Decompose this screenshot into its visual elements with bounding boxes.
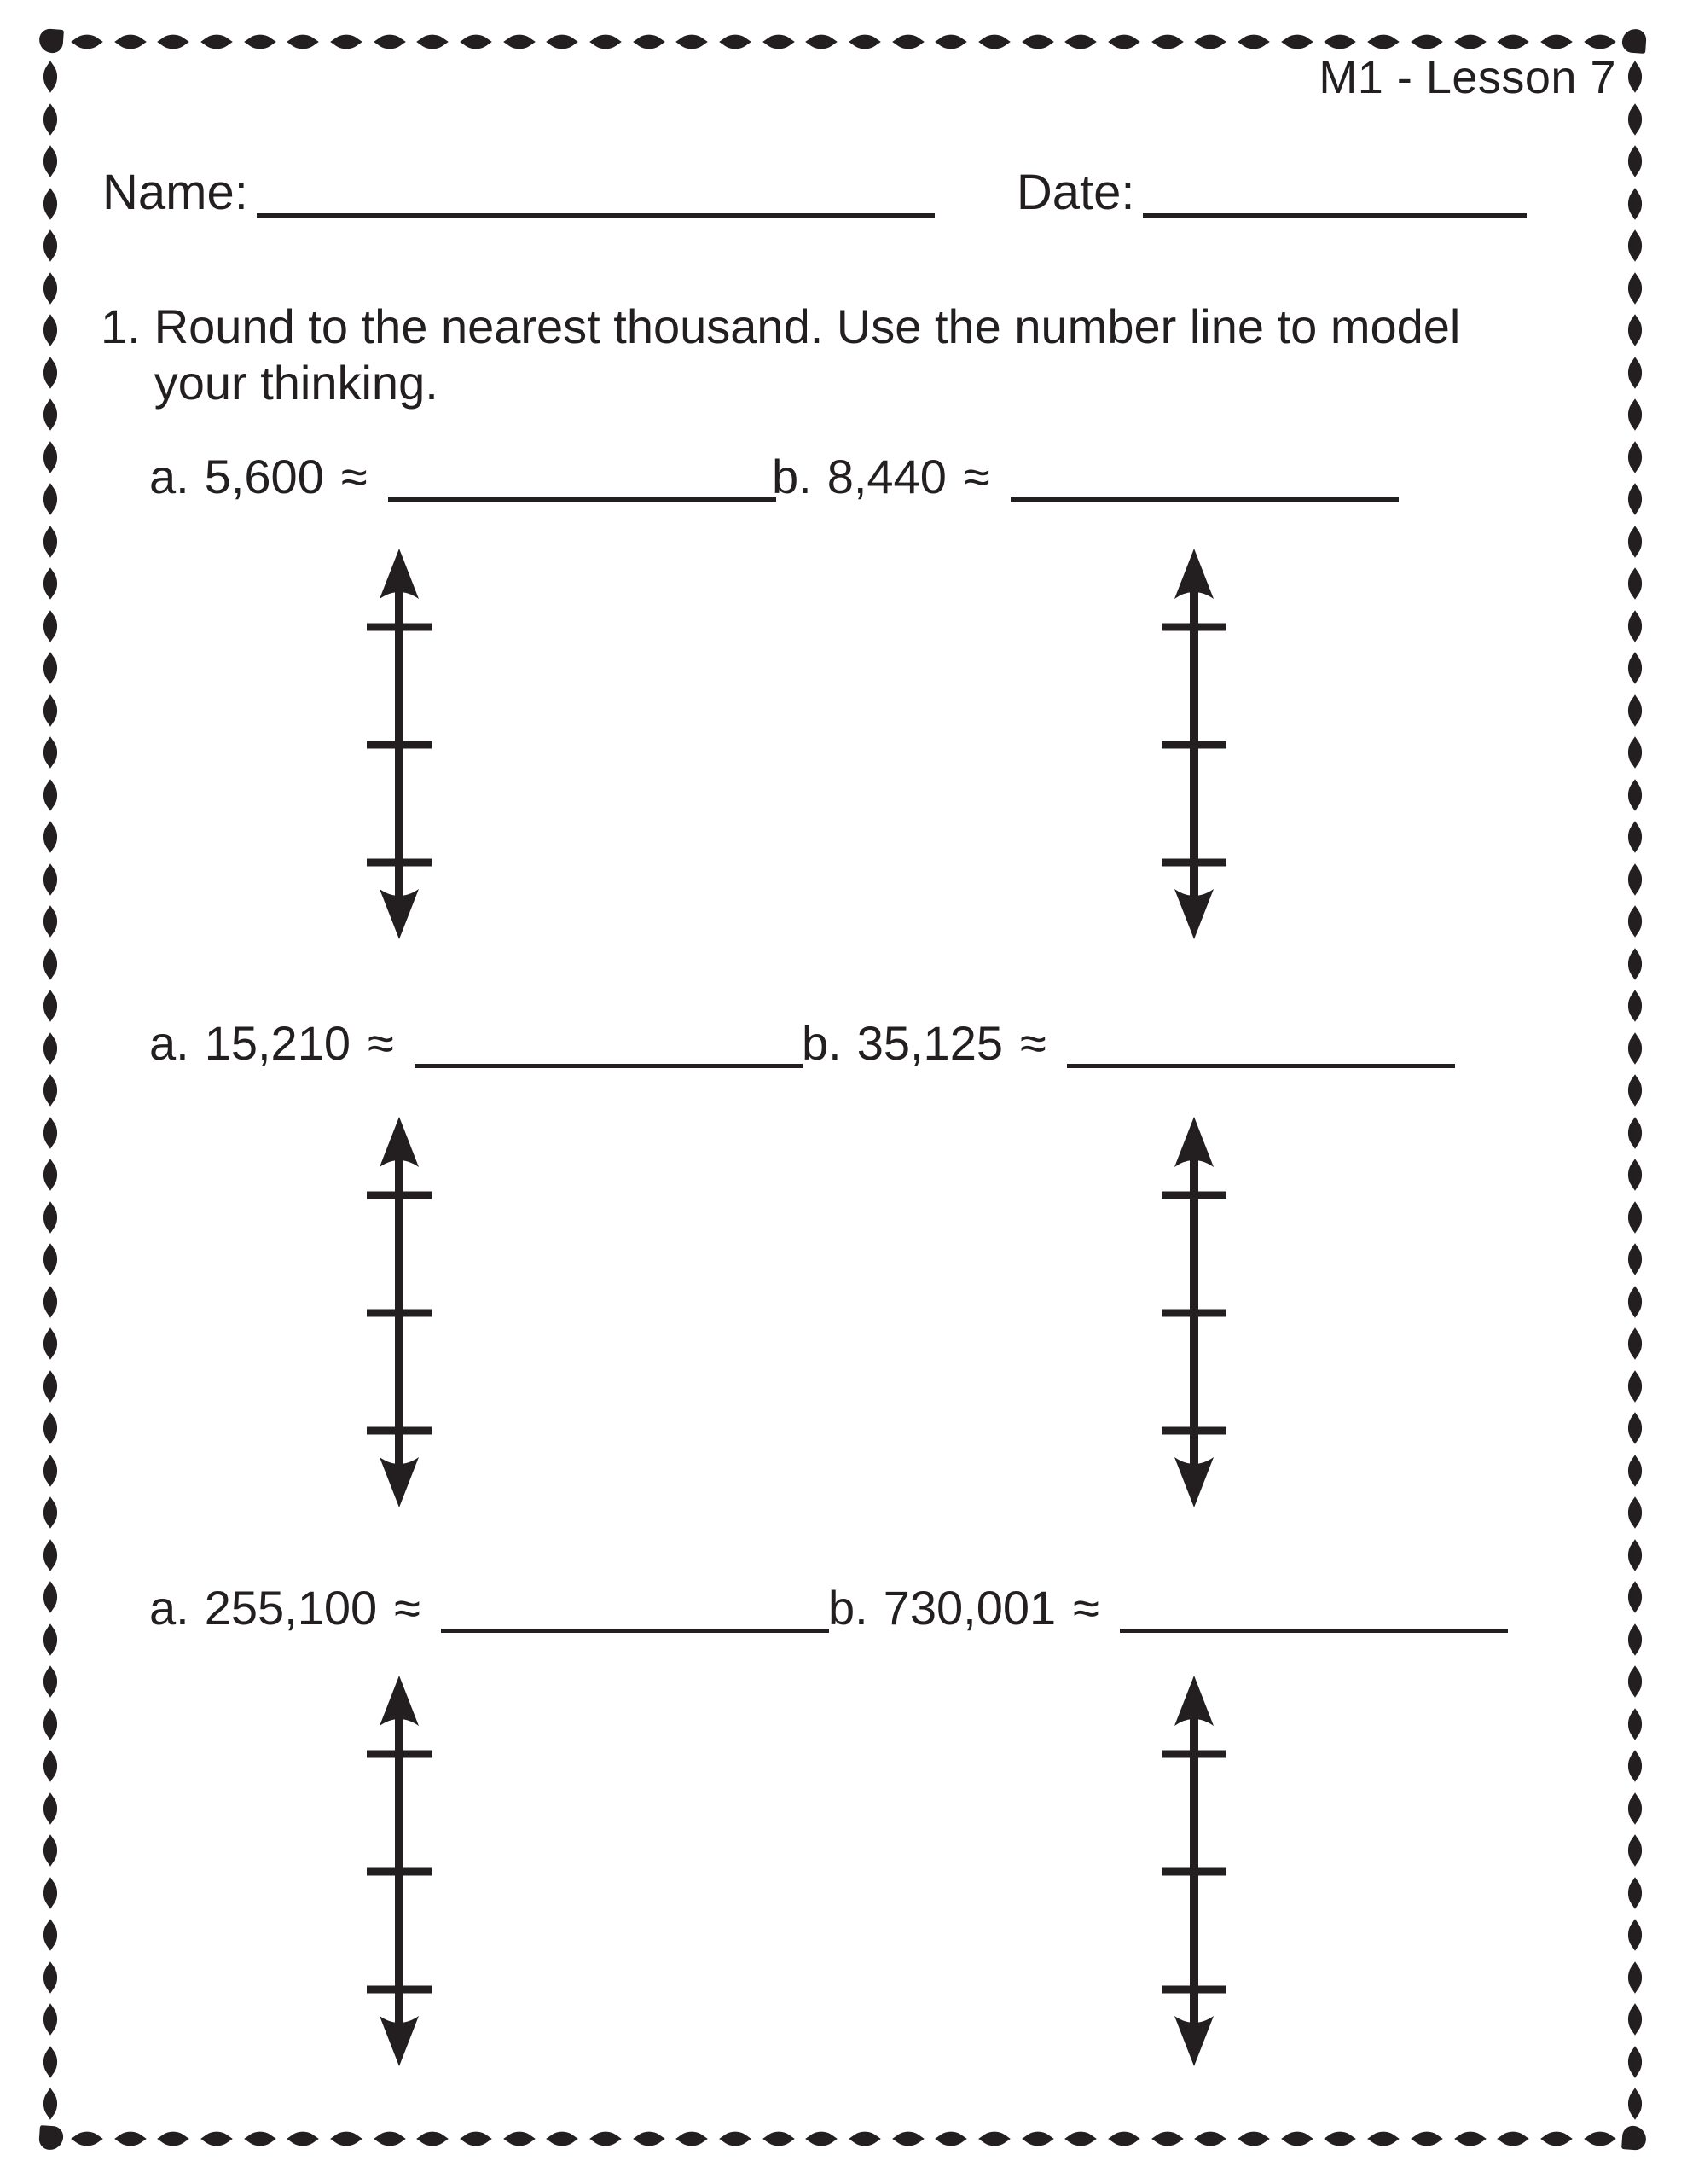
border-gem-icon [1281,2128,1313,2150]
approx-symbol: ≈ [1019,1016,1046,1070]
border-gem-icon [1624,314,1645,346]
border-gem-icon [39,1665,61,1698]
border-gem-icon [1624,1243,1645,1275]
border-gem-icon [1624,441,1645,473]
border-gem-icon [39,990,61,1022]
border-gem-icon [1624,736,1645,769]
border-gem-icon [39,779,61,811]
border-gem-icon [1624,357,1645,389]
border-gem-icon [39,483,61,515]
border-gem-icon [1022,2128,1054,2150]
border-gem-icon [39,1919,61,1951]
border-gem-icon [287,31,320,53]
border-gem-icon [1624,2046,1645,2078]
border-gem-icon [1584,31,1616,53]
problem-value: 35,125 [856,1016,1003,1070]
border-gem-icon [762,31,795,53]
border-gem-icon [39,652,61,684]
border-gem-icon [114,2128,147,2150]
border-gem-icon [1624,272,1645,305]
border-gem-icon [547,31,579,53]
border-gem-icon [1624,2088,1645,2120]
problem-value: 255,100 [204,1581,378,1635]
answer-blank-line[interactable] [1120,1629,1508,1633]
border-gem-icon [1624,694,1645,727]
border-top [75,29,1612,55]
problem-a-15210 [149,1015,803,1071]
border-gem-icon [39,61,61,93]
border-gem-icon [1624,61,1645,93]
border-gem-icon [1325,2128,1357,2150]
border-gem-icon [1624,229,1645,262]
border-gem-icon [1624,948,1645,980]
question-1 [101,299,1460,411]
problem-value: 5,600 [204,450,324,503]
border-gem-icon [39,1496,61,1529]
border-gem-icon [1624,188,1645,220]
number-line [361,1116,438,1508]
border-gem-icon [1411,31,1443,53]
border-gem-icon [1624,1877,1645,1909]
border-gem-icon [1624,1792,1645,1825]
border-gem-icon [39,1412,61,1444]
border-gem-icon [1624,1539,1645,1571]
border-gem-icon [39,1074,61,1107]
border-gem-icon [374,2128,406,2150]
border-gem-icon [39,145,61,177]
border-gem-icon [849,2128,881,2150]
border-gem-icon [1624,1201,1645,1234]
border-gem-icon [287,2128,320,2150]
border-gem-icon [39,736,61,769]
border-gem-icon [39,694,61,727]
number-line [1156,1116,1232,1508]
border-left [38,65,63,2116]
name-date-row [102,164,1527,221]
answer-blank-line[interactable] [415,1064,803,1068]
border-gem-icon [1624,567,1645,600]
approx-symbol: ≈ [1073,1581,1099,1635]
border-gem-icon [978,31,1011,53]
border-gem-icon [1022,31,1054,53]
border-gem-icon [633,2128,665,2150]
border-gem-icon [158,2128,190,2150]
border-gem-icon [1624,483,1645,515]
border-gem-icon [1540,31,1573,53]
answer-blank-line[interactable] [1067,1064,1455,1068]
border-gem-icon [936,2128,968,2150]
number-line [361,548,438,940]
border-gem-icon [676,31,709,53]
problem-prefix: a. [149,1016,189,1070]
border-corner-icon [38,28,64,54]
border-gem-icon [158,31,190,53]
border-gem-icon [1624,779,1645,811]
border-gem-icon [39,272,61,305]
border-gem-icon [460,2128,492,2150]
border-gem-icon [1624,1623,1645,1656]
border-gem-icon [39,1708,61,1740]
border-gem-icon [1497,2128,1529,2150]
border-gem-icon [936,31,968,53]
question-number: 1. [101,299,141,353]
problem-prefix: a. [149,1581,189,1635]
border-gem-icon [1151,2128,1184,2150]
border-gem-icon [1624,1665,1645,1698]
border-gem-icon [1540,2128,1573,2150]
border-gem-icon [114,31,147,53]
border-gem-icon [39,610,61,642]
border-gem-icon [1367,31,1400,53]
border-gem-icon [1624,1412,1645,1444]
border-gem-icon [1624,1370,1645,1403]
border-gem-icon [589,31,622,53]
border-gem-icon [39,229,61,262]
border-gem-icon [762,2128,795,2150]
border-gem-icon [39,1327,61,1360]
border-gem-icon [417,31,449,53]
border-gem-icon [39,567,61,600]
border-gem-icon [39,526,61,558]
border-bottom [75,2126,1612,2152]
border-gem-icon [39,1961,61,1994]
question-text-line2: your thinking. [154,356,438,410]
border-gem-icon [39,441,61,473]
border-gem-icon [39,188,61,220]
border-gem-icon [503,2128,536,2150]
border-gem-icon [806,2128,838,2150]
date-blank-line[interactable] [1143,213,1527,218]
border-gem-icon [1584,2128,1616,2150]
border-gem-icon [39,357,61,389]
border-gem-icon [39,948,61,980]
border-gem-icon [39,1201,61,1234]
border-gem-icon [1281,31,1313,53]
number-line [1156,548,1232,940]
border-gem-icon [244,2128,276,2150]
border-right [1622,65,1648,2116]
border-gem-icon [1624,1286,1645,1318]
border-gem-icon [1624,1750,1645,1782]
page-title: M1 - Lesson 7 [1319,52,1616,103]
border-gem-icon [719,2128,751,2150]
border-gem-icon [200,2128,233,2150]
border-gem-icon [1497,31,1529,53]
border-gem-icon [39,1117,61,1149]
border-gem-icon [330,31,362,53]
border-gem-icon [39,1792,61,1825]
approx-symbol: ≈ [394,1581,420,1635]
border-gem-icon [1624,2003,1645,2036]
border-gem-icon [633,31,665,53]
border-gem-icon [330,2128,362,2150]
question-text [154,299,1461,411]
border-gem-icon [39,1370,61,1403]
border-gem-icon [1108,31,1140,53]
border-gem-icon [39,2046,61,2078]
question-text-line1: Round to the nearest thousand. Use the number line to model [154,299,1461,353]
border-gem-icon [503,31,536,53]
border-gem-icon [39,1834,61,1867]
border-gem-icon [71,31,103,53]
date-label: Date: [1016,165,1135,220]
border-gem-icon [1411,2128,1443,2150]
border-gem-icon [1065,2128,1098,2150]
problem-value: 730,001 [883,1581,1057,1635]
border-gem-icon [1454,31,1487,53]
border-gem-icon [1624,1117,1645,1149]
border-corner-icon [1621,28,1647,54]
border-corner-icon [38,2125,64,2151]
border-gem-icon [39,1159,61,1191]
border-gem-icon [39,1750,61,1782]
border-gem-icon [460,31,492,53]
border-gem-icon [39,1243,61,1275]
border-gem-icon [1624,1581,1645,1613]
problem-prefix: b. [828,1581,868,1635]
border-gem-icon [547,2128,579,2150]
border-gem-icon [39,1623,61,1656]
border-gem-icon [1624,1496,1645,1529]
border-gem-icon [1624,652,1645,684]
border-gem-icon [1454,2128,1487,2150]
border-gem-icon [1624,103,1645,136]
border-gem-icon [39,1581,61,1613]
answer-blank-line[interactable] [1011,497,1399,502]
approx-symbol: ≈ [340,450,368,503]
border-gem-icon [1624,1708,1645,1740]
problem-a-255100 [149,1580,829,1635]
problem-a-5600 [149,449,776,504]
border-gem-icon [1624,863,1645,896]
border-gem-icon [1367,2128,1400,2150]
border-gem-icon [1624,821,1645,853]
problem-b-35125 [802,1015,1455,1071]
border-gem-icon [417,2128,449,2150]
approx-symbol: ≈ [963,450,990,503]
border-gem-icon [1624,145,1645,177]
name-blank-line[interactable] [257,213,935,218]
problem-prefix: a. [149,450,189,503]
border-gem-icon [1624,1919,1645,1951]
border-gem-icon [1238,31,1270,53]
border-gem-icon [244,31,276,53]
problem-value: 15,210 [204,1016,351,1070]
border-gem-icon [39,1286,61,1318]
problem-value: 8,440 [826,450,947,503]
border-gem-icon [200,31,233,53]
border-gem-icon [1624,526,1645,558]
border-gem-icon [892,31,925,53]
border-gem-icon [39,863,61,896]
border-gem-icon [374,31,406,53]
border-gem-icon [1151,31,1184,53]
border-gem-icon [1624,1961,1645,1994]
border-gem-icon [676,2128,709,2150]
border-gem-icon [39,1877,61,1909]
number-line [1156,1675,1232,2067]
number-line [361,1675,438,2067]
border-gem-icon [1108,2128,1140,2150]
answer-blank-line[interactable] [388,497,776,502]
border-gem-icon [1624,905,1645,938]
answer-blank-line[interactable] [441,1629,829,1633]
border-gem-icon [39,398,61,431]
border-gem-icon [39,1032,61,1065]
border-gem-icon [1624,1032,1645,1065]
problem-prefix: b. [772,450,812,503]
border-corner-icon [1621,2125,1647,2151]
border-gem-icon [1195,2128,1227,2150]
problem-prefix: b. [802,1016,842,1070]
border-gem-icon [1624,1159,1645,1191]
problem-b-8440 [772,449,1399,504]
border-gem-icon [589,2128,622,2150]
border-gem-icon [1065,31,1098,53]
border-gem-icon [1624,1074,1645,1107]
border-gem-icon [39,2003,61,2036]
border-gem-icon [1624,610,1645,642]
border-gem-icon [39,314,61,346]
border-gem-icon [39,103,61,136]
border-gem-icon [849,31,881,53]
border-gem-icon [719,31,751,53]
border-gem-icon [39,2088,61,2120]
border-gem-icon [892,2128,925,2150]
problem-b-730001 [828,1580,1508,1635]
border-gem-icon [39,905,61,938]
border-gem-icon [1195,31,1227,53]
border-gem-icon [978,2128,1011,2150]
border-gem-icon [806,31,838,53]
approx-symbol: ≈ [367,1016,394,1070]
border-gem-icon [1624,990,1645,1022]
border-gem-icon [71,2128,103,2150]
border-gem-icon [1325,31,1357,53]
name-label: Name: [102,165,248,220]
border-gem-icon [1624,1327,1645,1360]
border-gem-icon [39,1455,61,1487]
border-gem-icon [1624,1455,1645,1487]
border-gem-icon [39,1539,61,1571]
border-gem-icon [1624,398,1645,431]
border-gem-icon [39,821,61,853]
border-gem-icon [1238,2128,1270,2150]
border-gem-icon [1624,1834,1645,1867]
